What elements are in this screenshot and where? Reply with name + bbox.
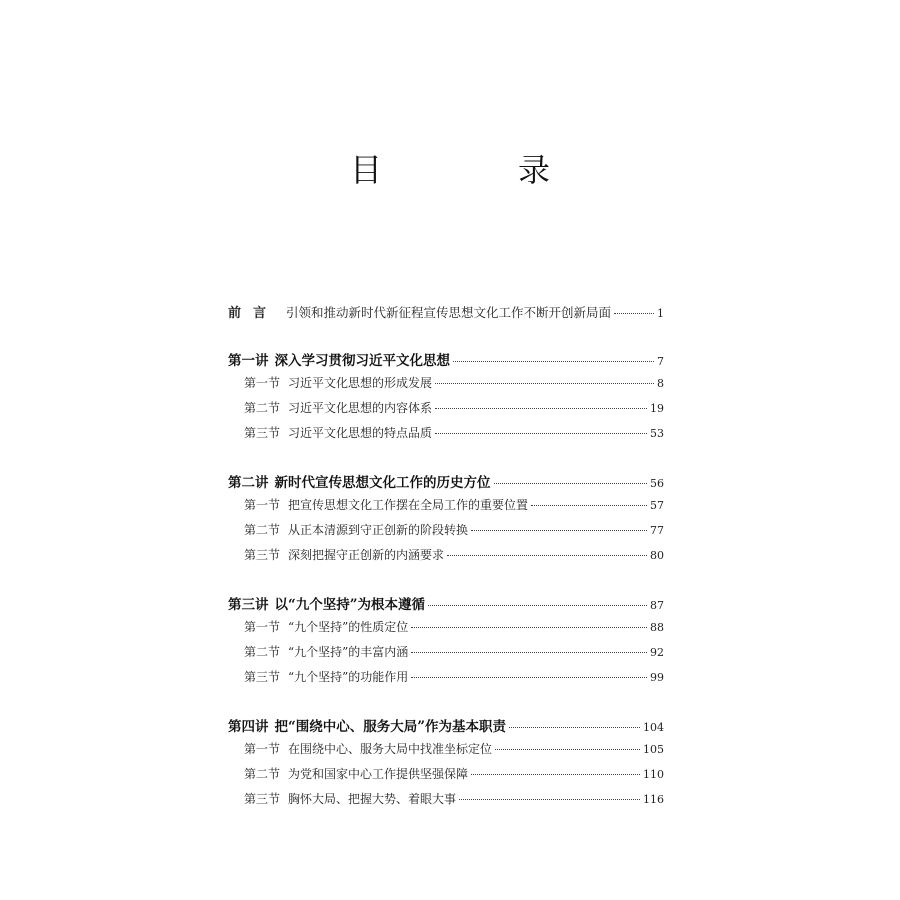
page-number: 77 xyxy=(650,524,664,537)
section-title: 把宣传思想文化工作摆在全局工作的重要位置 xyxy=(288,498,529,512)
lecture-title: 深入学习贯彻习近平文化思想 xyxy=(274,353,450,369)
section-label: 第三节 xyxy=(244,792,281,806)
section-label: 第一节 xyxy=(244,620,281,634)
dot-leader xyxy=(494,483,648,484)
toc-lecture-4[interactable] xyxy=(228,715,664,735)
preface-title: 引领和推动新时代新征程宣传思想文化工作不断开创新局面 xyxy=(286,305,612,320)
section-title: 胸怀大局、把握大势、着眼大事 xyxy=(288,792,457,806)
section-label: 第二节 xyxy=(244,523,281,537)
page-number: 92 xyxy=(650,646,664,659)
section-label: 第二节 xyxy=(244,401,281,415)
dot-leader xyxy=(428,605,647,606)
section-title: “九个坚持”的丰富内涵 xyxy=(288,645,409,659)
section-label: 第一节 xyxy=(244,742,281,756)
dot-leader xyxy=(411,677,647,678)
toc-section[interactable] xyxy=(228,618,664,635)
page-number: 7 xyxy=(657,355,664,368)
dot-leader xyxy=(435,408,647,409)
toc-preface[interactable] xyxy=(228,302,664,321)
lecture-title: 新时代宣传思想文化工作的历史方位 xyxy=(274,475,491,491)
section-label: 第三节 xyxy=(244,670,281,684)
toc-section[interactable] xyxy=(228,668,664,685)
toc-lecture-1[interactable] xyxy=(228,349,664,369)
dot-leader xyxy=(459,799,640,800)
section-title: 在围绕中心、服务大局中找准坐标定位 xyxy=(288,742,493,756)
page-number: 56 xyxy=(650,477,664,490)
section-title: 习近平文化思想的特点品质 xyxy=(288,426,433,440)
dot-leader xyxy=(614,313,654,314)
toc-section[interactable] xyxy=(228,740,664,757)
page-number: 88 xyxy=(650,621,664,634)
preface-label: 前言 xyxy=(228,306,279,321)
section-title: 从正本清源到守正创新的阶段转换 xyxy=(288,523,469,537)
dot-leader xyxy=(531,505,647,506)
page-title: 目 录 xyxy=(349,151,602,189)
section-label: 第三节 xyxy=(244,426,281,440)
page-number: 8 xyxy=(657,377,664,390)
section-title: 习近平文化思想的形成发展 xyxy=(288,376,433,390)
toc-section[interactable] xyxy=(228,643,664,660)
section-label: 第二节 xyxy=(244,767,281,781)
dot-leader xyxy=(471,530,647,531)
page-number: 116 xyxy=(643,793,664,806)
page-number: 110 xyxy=(643,768,664,781)
lecture-title: 以“九个坚持”为根本遵循 xyxy=(274,597,426,613)
section-label: 第一节 xyxy=(244,376,281,390)
toc-section[interactable] xyxy=(228,521,664,538)
toc-section[interactable] xyxy=(228,374,664,391)
dot-leader xyxy=(509,727,640,728)
lecture-label: 第三讲 xyxy=(228,597,269,613)
section-label: 第三节 xyxy=(244,548,281,562)
page-number: 104 xyxy=(643,721,664,734)
page-number: 1 xyxy=(657,307,664,320)
lecture-label: 第二讲 xyxy=(228,475,269,491)
section-title: 深刻把握守正创新的内涵要求 xyxy=(288,548,445,562)
lecture-label: 第四讲 xyxy=(228,719,269,735)
page-number: 99 xyxy=(650,671,664,684)
dot-leader xyxy=(447,555,647,556)
page-number: 57 xyxy=(650,499,664,512)
section-title: 为党和国家中心工作提供坚强保障 xyxy=(288,767,469,781)
dot-leader xyxy=(435,433,647,434)
section-title: 习近平文化思想的内容体系 xyxy=(288,401,433,415)
toc-section[interactable] xyxy=(228,424,664,441)
section-title: “九个坚持”的性质定位 xyxy=(288,620,409,634)
dot-leader xyxy=(411,627,647,628)
lecture-label: 第一讲 xyxy=(228,353,269,369)
toc-section[interactable] xyxy=(228,399,664,416)
toc-section[interactable] xyxy=(228,765,664,782)
section-title: “九个坚持”的功能作用 xyxy=(288,670,409,684)
toc-section[interactable] xyxy=(228,496,664,513)
toc-lecture-2[interactable] xyxy=(228,471,664,491)
page-number: 53 xyxy=(650,427,664,440)
lecture-title: 把“围绕中心、服务大局”作为基本职责 xyxy=(274,719,507,735)
page-number: 19 xyxy=(650,402,664,415)
toc-section[interactable] xyxy=(228,790,664,807)
dot-leader xyxy=(453,361,654,362)
section-label: 第一节 xyxy=(244,498,281,512)
toc-lecture-3[interactable] xyxy=(228,593,664,613)
dot-leader xyxy=(411,652,647,653)
toc-section[interactable] xyxy=(228,546,664,563)
dot-leader xyxy=(435,383,654,384)
page-number: 105 xyxy=(643,743,664,756)
page-number: 87 xyxy=(650,599,664,612)
dot-leader xyxy=(471,774,640,775)
section-label: 第二节 xyxy=(244,645,281,659)
page-number: 80 xyxy=(650,549,664,562)
dot-leader xyxy=(495,749,640,750)
